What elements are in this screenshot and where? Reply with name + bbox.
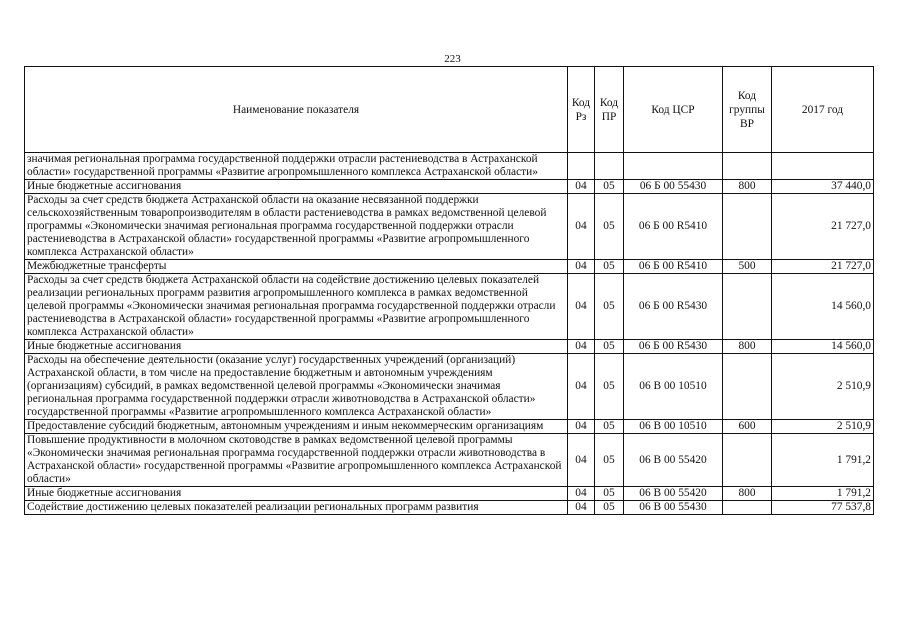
row-csr: 06 Б 00 R5410 [624,260,723,274]
row-vr: 800 [723,180,772,194]
row-name: Содействие достижению целевых показателей реализации региональных программ развития [25,501,568,515]
row-vr: 800 [723,340,772,354]
row-csr: 06 Б 00 55430 [624,180,723,194]
row-rz [568,153,595,180]
row-pr: 05 [595,354,624,420]
table-row [25,354,874,420]
row-pr: 05 [595,420,624,434]
row-name: Расходы за счет средств бюджета Астраханской области на содействие достижению целевых показателей реализации региональных программ развития агропромышленного комплекса в рамках ведомственной целевой программы «Экономически значимая региональная программа государственной поддержки отрасли растениеводства в Астраханской области» государственной программы «Развитие агропромышленного комплекса Астраханской области» [25,274,568,340]
row-vr: 500 [723,260,772,274]
row-csr: 06 Б 00 R5430 [624,340,723,354]
row-name: Иные бюджетные ассигнования [25,487,568,501]
row-vr [723,194,772,260]
row-amount: 14 560,0 [772,340,874,354]
row-amount: 21 727,0 [772,260,874,274]
row-rz: 04 [568,180,595,194]
row-pr: 05 [595,194,624,260]
table-row [25,501,874,515]
column-header-csr: Код ЦСР [624,67,723,153]
row-rz: 04 [568,487,595,501]
row-amount: 2 510,9 [772,354,874,420]
row-name: Межбюджетные трансферты [25,260,568,274]
table-row [25,487,874,501]
row-pr: 05 [595,340,624,354]
row-rz: 04 [568,274,595,340]
row-vr: 800 [723,487,772,501]
row-rz: 04 [568,501,595,515]
table-row [25,274,874,340]
table-header [25,67,874,153]
row-name: Расходы на обеспечение деятельности (оказание услуг) государственных учреждений (организаций) Астраханской области, в том числе на предоставление бюджетным и автономным учреждениям (организациям) субсидий, в рамках ведомственной целевой программы «Экономически значимая региональная программа государственной поддержки отрасли животноводства в Астраханской области» государственной программы «Развитие агропромышленного комплекса Астраханской области» [25,354,568,420]
row-vr [723,153,772,180]
row-pr: 05 [595,434,624,487]
row-vr [723,434,772,487]
row-rz: 04 [568,194,595,260]
page-number: 223 [444,53,461,65]
row-rz: 04 [568,434,595,487]
row-csr: 06 В 00 55430 [624,501,723,515]
row-vr [723,354,772,420]
row-pr [595,153,624,180]
row-name: Расходы за счет средств бюджета Астраханской области на оказание несвязанной поддержки сельскохозяйственным товаропроизводителям в области растениеводства в рамках ведомственной целевой программы «Экономически значимая региональная программа государственной поддержки отрасли растениеводства в Астраханской области» государственной программы «Развитие агропромышленного комплекса Астраханской области» [25,194,568,260]
column-header-name: Наименование показателя [25,67,568,153]
row-amount: 37 440,0 [772,180,874,194]
row-rz: 04 [568,260,595,274]
column-header-vr: Код группы ВР [723,67,772,153]
table-row [25,340,874,354]
row-name: Повышение продуктивности в молочном скотоводстве в рамках ведомственной целевой программы «Экономически значимая региональная программа государственной поддержки отрасли животноводства в Астраханской области» государственной программы «Развитие агропромышленного комплекса Астраханской области» [25,434,568,487]
row-amount [772,153,874,180]
row-pr: 05 [595,260,624,274]
row-csr: 06 Б 00 R5430 [624,274,723,340]
row-amount: 14 560,0 [772,274,874,340]
row-amount: 21 727,0 [772,194,874,260]
row-vr [723,501,772,515]
table-row [25,260,874,274]
column-header-year: 2017 год [772,67,874,153]
row-rz: 04 [568,420,595,434]
row-rz: 04 [568,354,595,420]
table-row [25,434,874,487]
row-name: Иные бюджетные ассигнования [25,180,568,194]
table-row [25,194,874,260]
table-row [25,153,874,180]
row-vr [723,274,772,340]
table-body [25,153,874,515]
row-csr: 06 В 00 55420 [624,434,723,487]
row-pr: 05 [595,274,624,340]
row-pr: 05 [595,180,624,194]
row-amount: 77 537,8 [772,501,874,515]
row-name: значимая региональная программа государственной поддержки отрасли растениеводства в Астраханской области» государственной программы «Развитие агропромышленного комплекса Астраханской области» [25,153,568,180]
column-header-pr: Код ПР [595,67,624,153]
row-pr: 05 [595,487,624,501]
row-pr: 05 [595,501,624,515]
row-csr: 06 В 00 10510 [624,420,723,434]
row-csr: 06 Б 00 R5410 [624,194,723,260]
row-csr: 06 В 00 55420 [624,487,723,501]
row-amount: 1 791,2 [772,434,874,487]
row-csr [624,153,723,180]
row-csr: 06 В 00 10510 [624,354,723,420]
row-amount: 2 510,9 [772,420,874,434]
column-header-rz: Код Рз [568,67,595,153]
row-name: Иные бюджетные ассигнования [25,340,568,354]
table-row [25,180,874,194]
row-vr: 600 [723,420,772,434]
budget-table [24,66,874,515]
table-row [25,420,874,434]
row-rz: 04 [568,340,595,354]
row-amount: 1 791,2 [772,487,874,501]
row-name: Предоставление субсидий бюджетным, автономным учреждениям и иным некоммерческим организациям [25,420,568,434]
